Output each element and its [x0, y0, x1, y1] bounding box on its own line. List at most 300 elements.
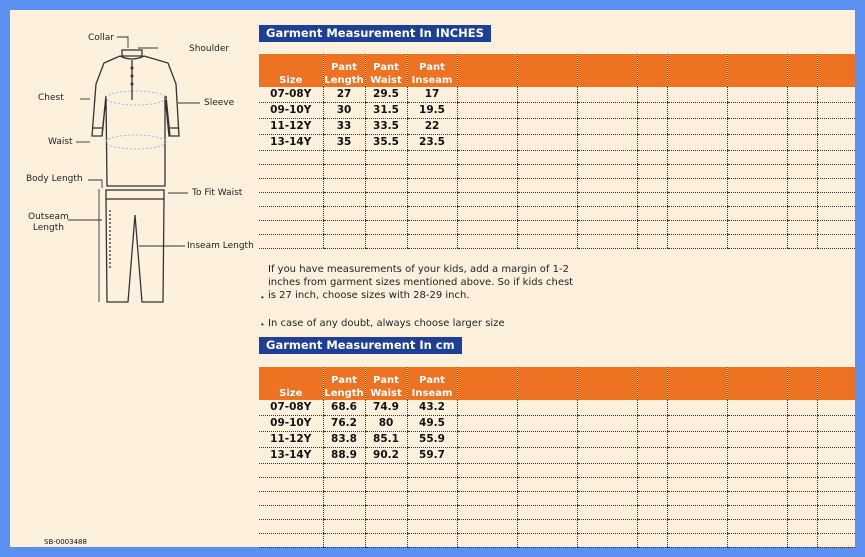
empty-cell: [817, 165, 855, 179]
empty-cell: [727, 432, 787, 448]
empty-cell: [727, 478, 787, 492]
empty-cell: [787, 103, 817, 119]
table-row: [259, 135, 855, 151]
empty-cell: [259, 534, 323, 548]
empty-cell: [787, 221, 817, 235]
empty-row: [259, 492, 855, 506]
pant-inseam-cell: 19.5: [407, 103, 457, 119]
empty-cell: [259, 179, 323, 193]
empty-cell: [323, 506, 365, 520]
empty-cell: [323, 165, 365, 179]
empty-cell: [457, 87, 517, 103]
empty-cell: [817, 207, 855, 221]
pant-inseam-cell: 43.2: [407, 400, 457, 416]
empty-cell: [787, 193, 817, 207]
empty-cell: [787, 464, 817, 478]
note-margin: If you have measurements of your kids, add a margin of 1-2 inches from garment sizes mentioned above. So if kids chest is 27 inch, choose sizes with 28-29 inch.: [268, 264, 574, 301]
empty-cell: [457, 207, 517, 221]
size-cell: 11-12Y: [259, 119, 323, 135]
empty-cell: [637, 179, 667, 193]
pant-inseam-cell: 17: [407, 87, 457, 103]
header-empty: [577, 367, 637, 400]
empty-cell: [727, 179, 787, 193]
empty-cell: [787, 448, 817, 464]
empty-cell: [365, 151, 407, 165]
label-sleeve: Sleeve: [204, 98, 235, 108]
size-cell: 13-14Y: [259, 135, 323, 151]
empty-cell: [667, 464, 727, 478]
empty-cell: [577, 165, 637, 179]
empty-row: [259, 151, 855, 165]
empty-cell: [407, 179, 457, 193]
empty-cell: [667, 492, 727, 506]
empty-cell: [517, 221, 577, 235]
empty-cell: [727, 534, 787, 548]
empty-cell: [667, 151, 727, 165]
empty-cell: [727, 165, 787, 179]
empty-cell: [727, 207, 787, 221]
size-cell: 07-08Y: [259, 400, 323, 416]
empty-cell: [577, 534, 637, 548]
empty-cell: [637, 506, 667, 520]
empty-cell: [787, 235, 817, 249]
empty-cell: [637, 235, 667, 249]
empty-cell: [787, 506, 817, 520]
label-inseam-length: Inseam Length: [187, 241, 254, 251]
empty-cell: [577, 520, 637, 534]
empty-cell: [407, 193, 457, 207]
empty-cell: [637, 416, 667, 432]
empty-cell: [787, 432, 817, 448]
empty-cell: [457, 135, 517, 151]
empty-cell: [787, 400, 817, 416]
empty-cell: [577, 416, 637, 432]
empty-cell: [817, 87, 855, 103]
empty-row: [259, 506, 855, 520]
empty-cell: [667, 506, 727, 520]
empty-cell: [667, 235, 727, 249]
empty-cell: [517, 506, 577, 520]
pant-length-cell: 27: [323, 87, 365, 103]
empty-cell: [517, 432, 577, 448]
empty-cell: [787, 179, 817, 193]
empty-cell: [817, 448, 855, 464]
empty-cell: [259, 193, 323, 207]
empty-cell: [727, 135, 787, 151]
empty-cell: [365, 193, 407, 207]
empty-cell: [407, 221, 457, 235]
empty-row: [259, 520, 855, 534]
inches-measurement-table: [259, 54, 855, 249]
label-chest: Chest: [38, 93, 64, 103]
empty-cell: [637, 207, 667, 221]
header-pant-waist: Pant Waist: [365, 54, 407, 87]
empty-cell: [637, 221, 667, 235]
empty-cell: [407, 207, 457, 221]
empty-cell: [365, 492, 407, 506]
empty-cell: [817, 432, 855, 448]
empty-cell: [727, 464, 787, 478]
empty-cell: [787, 87, 817, 103]
pant-inseam-cell: 22: [407, 119, 457, 135]
empty-cell: [637, 151, 667, 165]
empty-cell: [667, 400, 727, 416]
empty-cell: [637, 432, 667, 448]
empty-cell: [727, 119, 787, 135]
table-row: [259, 400, 855, 416]
empty-cell: [787, 478, 817, 492]
empty-cell: [637, 464, 667, 478]
empty-cell: [365, 520, 407, 534]
empty-cell: [407, 165, 457, 179]
pant-waist-cell: 29.5: [365, 87, 407, 103]
label-to-fit-waist: To Fit Waist: [192, 188, 243, 198]
empty-cell: [787, 119, 817, 135]
empty-cell: [817, 135, 855, 151]
empty-cell: [667, 103, 727, 119]
inches-table-title: Garment Measurement In INCHES: [259, 25, 491, 42]
empty-cell: [259, 151, 323, 165]
empty-cell: [259, 492, 323, 506]
header-empty: [787, 54, 817, 87]
empty-cell: [259, 464, 323, 478]
empty-cell: [787, 520, 817, 534]
empty-cell: [323, 235, 365, 249]
empty-cell: [323, 492, 365, 506]
empty-cell: [577, 478, 637, 492]
label-shoulder: Shoulder: [189, 44, 230, 54]
empty-cell: [727, 448, 787, 464]
pant-length-cell: 33: [323, 119, 365, 135]
empty-row: [259, 179, 855, 193]
empty-cell: [667, 478, 727, 492]
label-outseam-length: Outseam Length: [28, 212, 69, 233]
empty-row: [259, 165, 855, 179]
pant-waist-cell: 90.2: [365, 448, 407, 464]
empty-cell: [667, 119, 727, 135]
empty-cell: [323, 464, 365, 478]
empty-cell: [517, 478, 577, 492]
table-header-row: [259, 367, 855, 400]
pant-length-cell: 88.9: [323, 448, 365, 464]
empty-cell: [667, 221, 727, 235]
empty-cell: [323, 520, 365, 534]
empty-cell: [577, 235, 637, 249]
empty-cell: [407, 235, 457, 249]
empty-cell: [577, 87, 637, 103]
empty-cell: [667, 87, 727, 103]
empty-cell: [727, 492, 787, 506]
empty-cell: [637, 478, 667, 492]
empty-cell: [817, 400, 855, 416]
header-pant-waist: Pant Waist: [365, 367, 407, 400]
pant-length-cell: 35: [323, 135, 365, 151]
empty-cell: [577, 506, 637, 520]
empty-cell: [517, 534, 577, 548]
empty-cell: [727, 193, 787, 207]
header-empty: [517, 54, 577, 87]
empty-cell: [323, 478, 365, 492]
empty-cell: [323, 179, 365, 193]
empty-cell: [323, 193, 365, 207]
empty-cell: [365, 179, 407, 193]
empty-cell: [457, 416, 517, 432]
table-row: [259, 448, 855, 464]
empty-cell: [259, 520, 323, 534]
empty-cell: [323, 151, 365, 165]
empty-cell: [259, 478, 323, 492]
empty-cell: [407, 492, 457, 506]
empty-cell: [817, 235, 855, 249]
empty-cell: [517, 87, 577, 103]
empty-cell: [727, 506, 787, 520]
pant-inseam-cell: 49.5: [407, 416, 457, 432]
header-empty: [637, 367, 667, 400]
empty-cell: [637, 492, 667, 506]
empty-cell: [577, 119, 637, 135]
empty-cell: [667, 432, 727, 448]
pant-waist-cell: 35.5: [365, 135, 407, 151]
empty-cell: [365, 165, 407, 179]
pant-length-cell: 68.6: [323, 400, 365, 416]
empty-cell: [667, 165, 727, 179]
note-larger-size: In case of any doubt, always choose larger size: [268, 318, 505, 329]
empty-cell: [787, 207, 817, 221]
empty-cell: [457, 506, 517, 520]
empty-cell: [637, 87, 667, 103]
empty-cell: [259, 207, 323, 221]
header-size: Size: [259, 54, 323, 87]
empty-cell: [517, 179, 577, 193]
empty-cell: [407, 478, 457, 492]
empty-cell: [817, 520, 855, 534]
empty-cell: [323, 534, 365, 548]
garment-diagram: [10, 10, 260, 547]
empty-cell: [457, 221, 517, 235]
empty-cell: [457, 235, 517, 249]
empty-cell: [457, 520, 517, 534]
empty-cell: [817, 221, 855, 235]
empty-cell: [637, 520, 667, 534]
table-row: [259, 416, 855, 432]
empty-cell: [787, 416, 817, 432]
pant-inseam-cell: 59.7: [407, 448, 457, 464]
empty-cell: [637, 400, 667, 416]
empty-cell: [817, 534, 855, 548]
cm-measurement-table: [259, 367, 855, 548]
empty-cell: [457, 165, 517, 179]
empty-cell: [259, 506, 323, 520]
empty-cell: [817, 478, 855, 492]
header-empty: [457, 54, 517, 87]
empty-cell: [365, 221, 407, 235]
empty-cell: [457, 432, 517, 448]
pant-waist-cell: 31.5: [365, 103, 407, 119]
header-empty: [517, 367, 577, 400]
empty-cell: [787, 492, 817, 506]
empty-cell: [457, 478, 517, 492]
empty-cell: [323, 221, 365, 235]
empty-cell: [407, 534, 457, 548]
header-pant-length: Pant Length: [323, 54, 365, 87]
empty-cell: [577, 464, 637, 478]
empty-cell: [787, 165, 817, 179]
pant-waist-cell: 74.9: [365, 400, 407, 416]
empty-cell: [457, 464, 517, 478]
empty-cell: [727, 235, 787, 249]
size-cell: 07-08Y: [259, 87, 323, 103]
empty-cell: [517, 135, 577, 151]
empty-row: [259, 207, 855, 221]
size-cell: 11-12Y: [259, 432, 323, 448]
empty-cell: [517, 492, 577, 506]
bullet-icon: •: [261, 320, 264, 329]
empty-row: [259, 235, 855, 249]
empty-cell: [727, 103, 787, 119]
empty-cell: [667, 193, 727, 207]
label-waist: Waist: [48, 137, 73, 147]
empty-row: [259, 193, 855, 207]
empty-cell: [787, 151, 817, 165]
empty-cell: [817, 103, 855, 119]
empty-cell: [457, 119, 517, 135]
pant-inseam-cell: 55.9: [407, 432, 457, 448]
empty-cell: [365, 207, 407, 221]
empty-cell: [517, 165, 577, 179]
empty-cell: [259, 221, 323, 235]
header-pant-length: Pant Length: [323, 367, 365, 400]
header-empty: [817, 367, 855, 400]
empty-cell: [577, 207, 637, 221]
empty-cell: [727, 520, 787, 534]
header-empty: [667, 367, 727, 400]
empty-cell: [577, 179, 637, 193]
empty-cell: [517, 151, 577, 165]
empty-row: [259, 464, 855, 478]
header-size: Size: [259, 367, 323, 400]
empty-cell: [457, 179, 517, 193]
empty-cell: [259, 165, 323, 179]
header-empty: [667, 54, 727, 87]
kurta-pajama-illustration: [10, 10, 260, 547]
label-collar: Collar: [88, 33, 115, 43]
empty-cell: [727, 416, 787, 432]
empty-cell: [577, 221, 637, 235]
empty-cell: [577, 135, 637, 151]
cm-table-title: Garment Measurement In cm: [259, 337, 462, 354]
empty-cell: [517, 520, 577, 534]
empty-cell: [365, 478, 407, 492]
empty-cell: [817, 119, 855, 135]
empty-cell: [817, 492, 855, 506]
empty-cell: [517, 207, 577, 221]
empty-cell: [577, 103, 637, 119]
product-code: SB-0003488: [44, 538, 87, 546]
empty-cell: [667, 179, 727, 193]
empty-cell: [667, 534, 727, 548]
empty-cell: [787, 534, 817, 548]
empty-cell: [637, 135, 667, 151]
empty-cell: [817, 151, 855, 165]
table-row: [259, 119, 855, 135]
empty-cell: [817, 416, 855, 432]
label-body-length: Body Length: [26, 174, 83, 184]
empty-cell: [457, 193, 517, 207]
empty-cell: [817, 179, 855, 193]
empty-cell: [365, 464, 407, 478]
empty-cell: [667, 416, 727, 432]
empty-cell: [457, 103, 517, 119]
empty-cell: [365, 235, 407, 249]
header-empty: [637, 54, 667, 87]
empty-cell: [457, 534, 517, 548]
empty-cell: [787, 135, 817, 151]
empty-cell: [817, 464, 855, 478]
empty-cell: [407, 464, 457, 478]
empty-cell: [517, 400, 577, 416]
empty-cell: [577, 492, 637, 506]
empty-cell: [517, 464, 577, 478]
empty-cell: [517, 416, 577, 432]
empty-cell: [817, 506, 855, 520]
empty-cell: [517, 448, 577, 464]
empty-cell: [259, 235, 323, 249]
header-empty: [787, 367, 817, 400]
pant-length-cell: 30: [323, 103, 365, 119]
pant-length-cell: 83.8: [323, 432, 365, 448]
empty-cell: [577, 400, 637, 416]
empty-cell: [577, 448, 637, 464]
empty-cell: [323, 207, 365, 221]
empty-cell: [407, 520, 457, 534]
empty-cell: [637, 119, 667, 135]
size-cell: 09-10Y: [259, 416, 323, 432]
empty-row: [259, 534, 855, 548]
empty-cell: [637, 193, 667, 207]
empty-cell: [727, 151, 787, 165]
empty-cell: [457, 448, 517, 464]
size-cell: 13-14Y: [259, 448, 323, 464]
empty-cell: [407, 151, 457, 165]
empty-cell: [637, 165, 667, 179]
empty-cell: [637, 103, 667, 119]
table-row: [259, 432, 855, 448]
table-header-row: [259, 54, 855, 87]
pant-waist-cell: 80: [365, 416, 407, 432]
header-empty: [577, 54, 637, 87]
empty-cell: [667, 520, 727, 534]
empty-row: [259, 221, 855, 235]
pant-waist-cell: 85.1: [365, 432, 407, 448]
empty-cell: [457, 400, 517, 416]
empty-cell: [517, 103, 577, 119]
header-empty: [457, 367, 517, 400]
empty-cell: [637, 448, 667, 464]
empty-cell: [517, 235, 577, 249]
empty-cell: [365, 534, 407, 548]
empty-cell: [727, 400, 787, 416]
header-pant-inseam: Pant Inseam: [407, 54, 457, 87]
pant-waist-cell: 33.5: [365, 119, 407, 135]
header-pant-inseam: Pant Inseam: [407, 367, 457, 400]
empty-cell: [577, 432, 637, 448]
empty-cell: [457, 151, 517, 165]
empty-cell: [407, 506, 457, 520]
pant-length-cell: 76.2: [323, 416, 365, 432]
empty-cell: [365, 506, 407, 520]
empty-cell: [577, 193, 637, 207]
empty-cell: [577, 151, 637, 165]
